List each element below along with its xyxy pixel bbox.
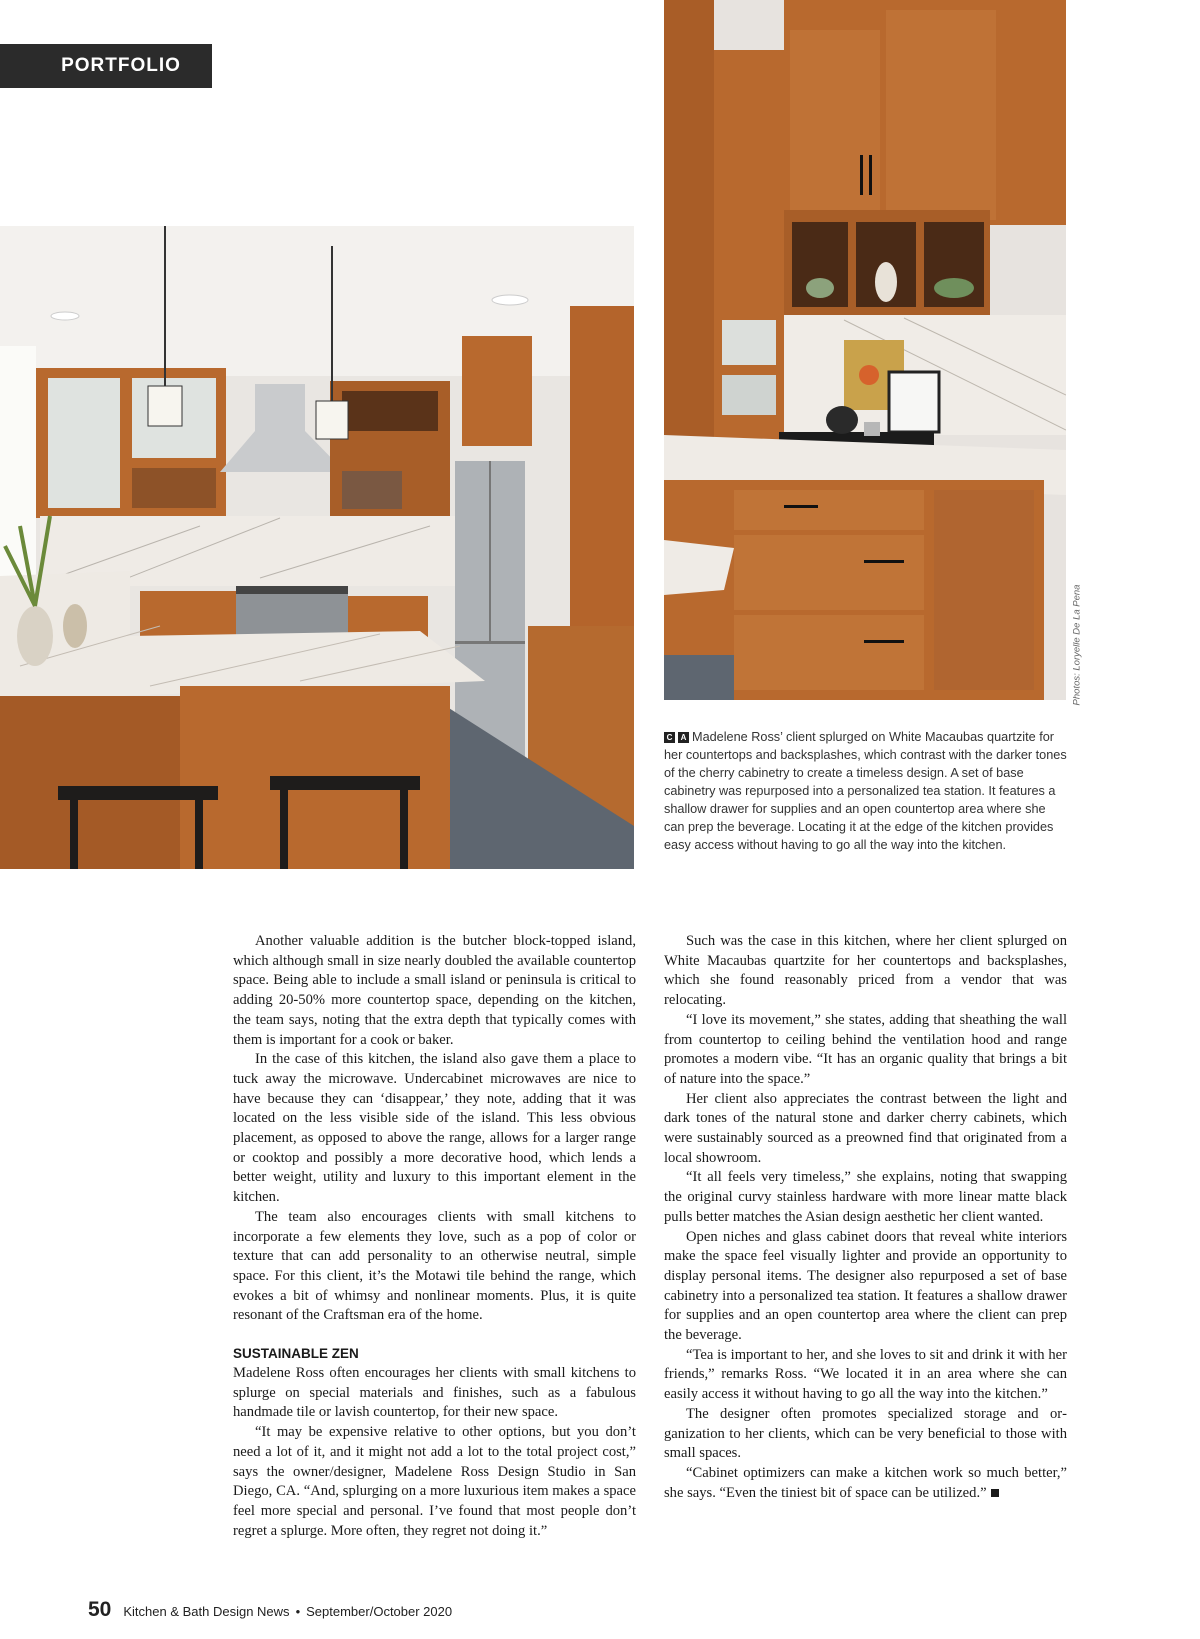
- end-of-article-icon: [991, 1489, 999, 1497]
- kitchen-photo-wide: [0, 226, 634, 869]
- body-paragraph: The designer often promotes specialized storage and organization to her clients, which can be very beneficial to those with small spaces.: [664, 1405, 1067, 1462]
- section-tab: PORTFOLIO: [0, 44, 212, 88]
- footer-separator: •: [295, 1604, 301, 1619]
- caption-marker-a-icon: A: [678, 732, 689, 743]
- body-paragraph: Open niches and glass cabinet doors that reveal white interiors make the space feel visually lighter and provide an opportunity to display personal items. The designer also repurposed a set of base cabinetry into a personalized tea station. It features a shallow drawer for supplies and an open countertop area where the client can prep the beverage.: [664, 1228, 1067, 1344]
- issue-date: September/October 2020: [306, 1604, 453, 1619]
- page-number: 50: [88, 1598, 112, 1621]
- page-footer: [88, 1598, 452, 1622]
- photo-caption: [664, 728, 1069, 854]
- body-paragraph: Madelene Ross often encourages her clients with small kitchens to splurge on special materials and finishes, such as a fabulous handmade tile or lavish countertop, for their new space.: [233, 1365, 636, 1421]
- body-paragraph: “It may be expensive relative to other options, but you don’t need a lot of it, and it might not add a lot to the total project cost,” says the owner/designer, Madelene Ross Design Studio in San Diego, CA. “And, splurging on a more luxurious item makes a space feel more special and personal. I’ve found that most people don’t regret a splurge. More often, they regret not doing it.”: [233, 1424, 636, 1539]
- article-column-left: [233, 932, 636, 1541]
- body-paragraph: “It all feels very timeless,” she explains, noting that swapping the original curvy stainless hardware with more linear matte black pulls better matches the Asian design aesthetic her client wanted.: [664, 1169, 1067, 1225]
- caption-marker-c-icon: C: [664, 732, 675, 743]
- caption-text: Madelene Ross’ client splurged on White Macaubas quartzite for her countertops and backsplashes, which contrast with the darker tones of the cherry cabinetry to create a timeless design. A set of base cabinetry was repurposed into a personalized tea station. It features a shallow drawer for supplies and an open countertop area where she can prep the beverage. Locating it at the edge of the kitchen provides easy access without having to go all the way into the kitchen.: [664, 730, 1067, 852]
- body-paragraph: In the case of this kitchen, the island also gave them a place to tuck away the microwave. Undercabinet microwaves are nice to have because they can ‘disappear,’ they note, adding that it was located on the less visible side of the island. This less obvious placement, as opposed to above the range, allows for a larger range or cooktop and possibly a more decorative hood, which lends a better weight, utility and luxury to this important element in the kitchen.: [233, 1051, 636, 1206]
- body-paragraph: Her client also appreciates the contrast between the light and dark tones of the natural stone and darker cherry cabinets, which were sustainably sourced as a preowned find that originated from a local showroom.: [664, 1090, 1067, 1166]
- body-paragraph-final: “Cabinet optimizers can make a kitchen work so much better,” she says. “Even the tiniest bit of space can be utilized.”: [664, 1464, 1067, 1501]
- publication-name: Kitchen & Bath Design News: [123, 1604, 290, 1619]
- body-paragraph: The team also encourages clients with small kitchens to incorporate a few elements they love, such as a pop of color or texture that can add personality to an otherwise neutral, simple space. For this client, it’s the Motawi tile behind the range, which evokes a bit of whimsy and nonlinear moments. Plus, it is quite resonant of the Craftsman era of the home.: [233, 1208, 636, 1324]
- body-paragraph: Such was the case in this kitchen, where her client splurged on White Macaubas quartzite for her countertops and backsplashes, which she found reasonably priced from a vendor that was relocating.: [664, 933, 1067, 1009]
- article-column-right: [664, 932, 1067, 1503]
- body-paragraph: “Tea is important to her, and she loves to sit and drink it with her friends,” remarks Ross. “We located it in an area where she can easily access it without having to go all the way into the kitchen.”: [664, 1346, 1067, 1403]
- tea-station-photo: [664, 0, 1066, 700]
- body-paragraph: Another valuable addition is the butcher block-topped island, which although small in size nearly doubled the available countertop space. Being able to include a small island or peninsula is critical to adding 20-50% more countertop space, depending on the kitchen, the team says, noting that the extra depth that typically comes with them is important for a cook or baker.: [233, 933, 636, 1048]
- photo-credit: Photos: Loryelle De La Pena: [1071, 584, 1083, 706]
- body-paragraph: “I love its movement,” she states, adding that sheathing the wall from countertop to ceiling behind the ventilation hood and range promotes a modern vibe. “It has an organic quality that brings a bit of nature into the space.”: [664, 1011, 1067, 1087]
- subheading: SUSTAINABLE ZEN: [233, 1346, 359, 1362]
